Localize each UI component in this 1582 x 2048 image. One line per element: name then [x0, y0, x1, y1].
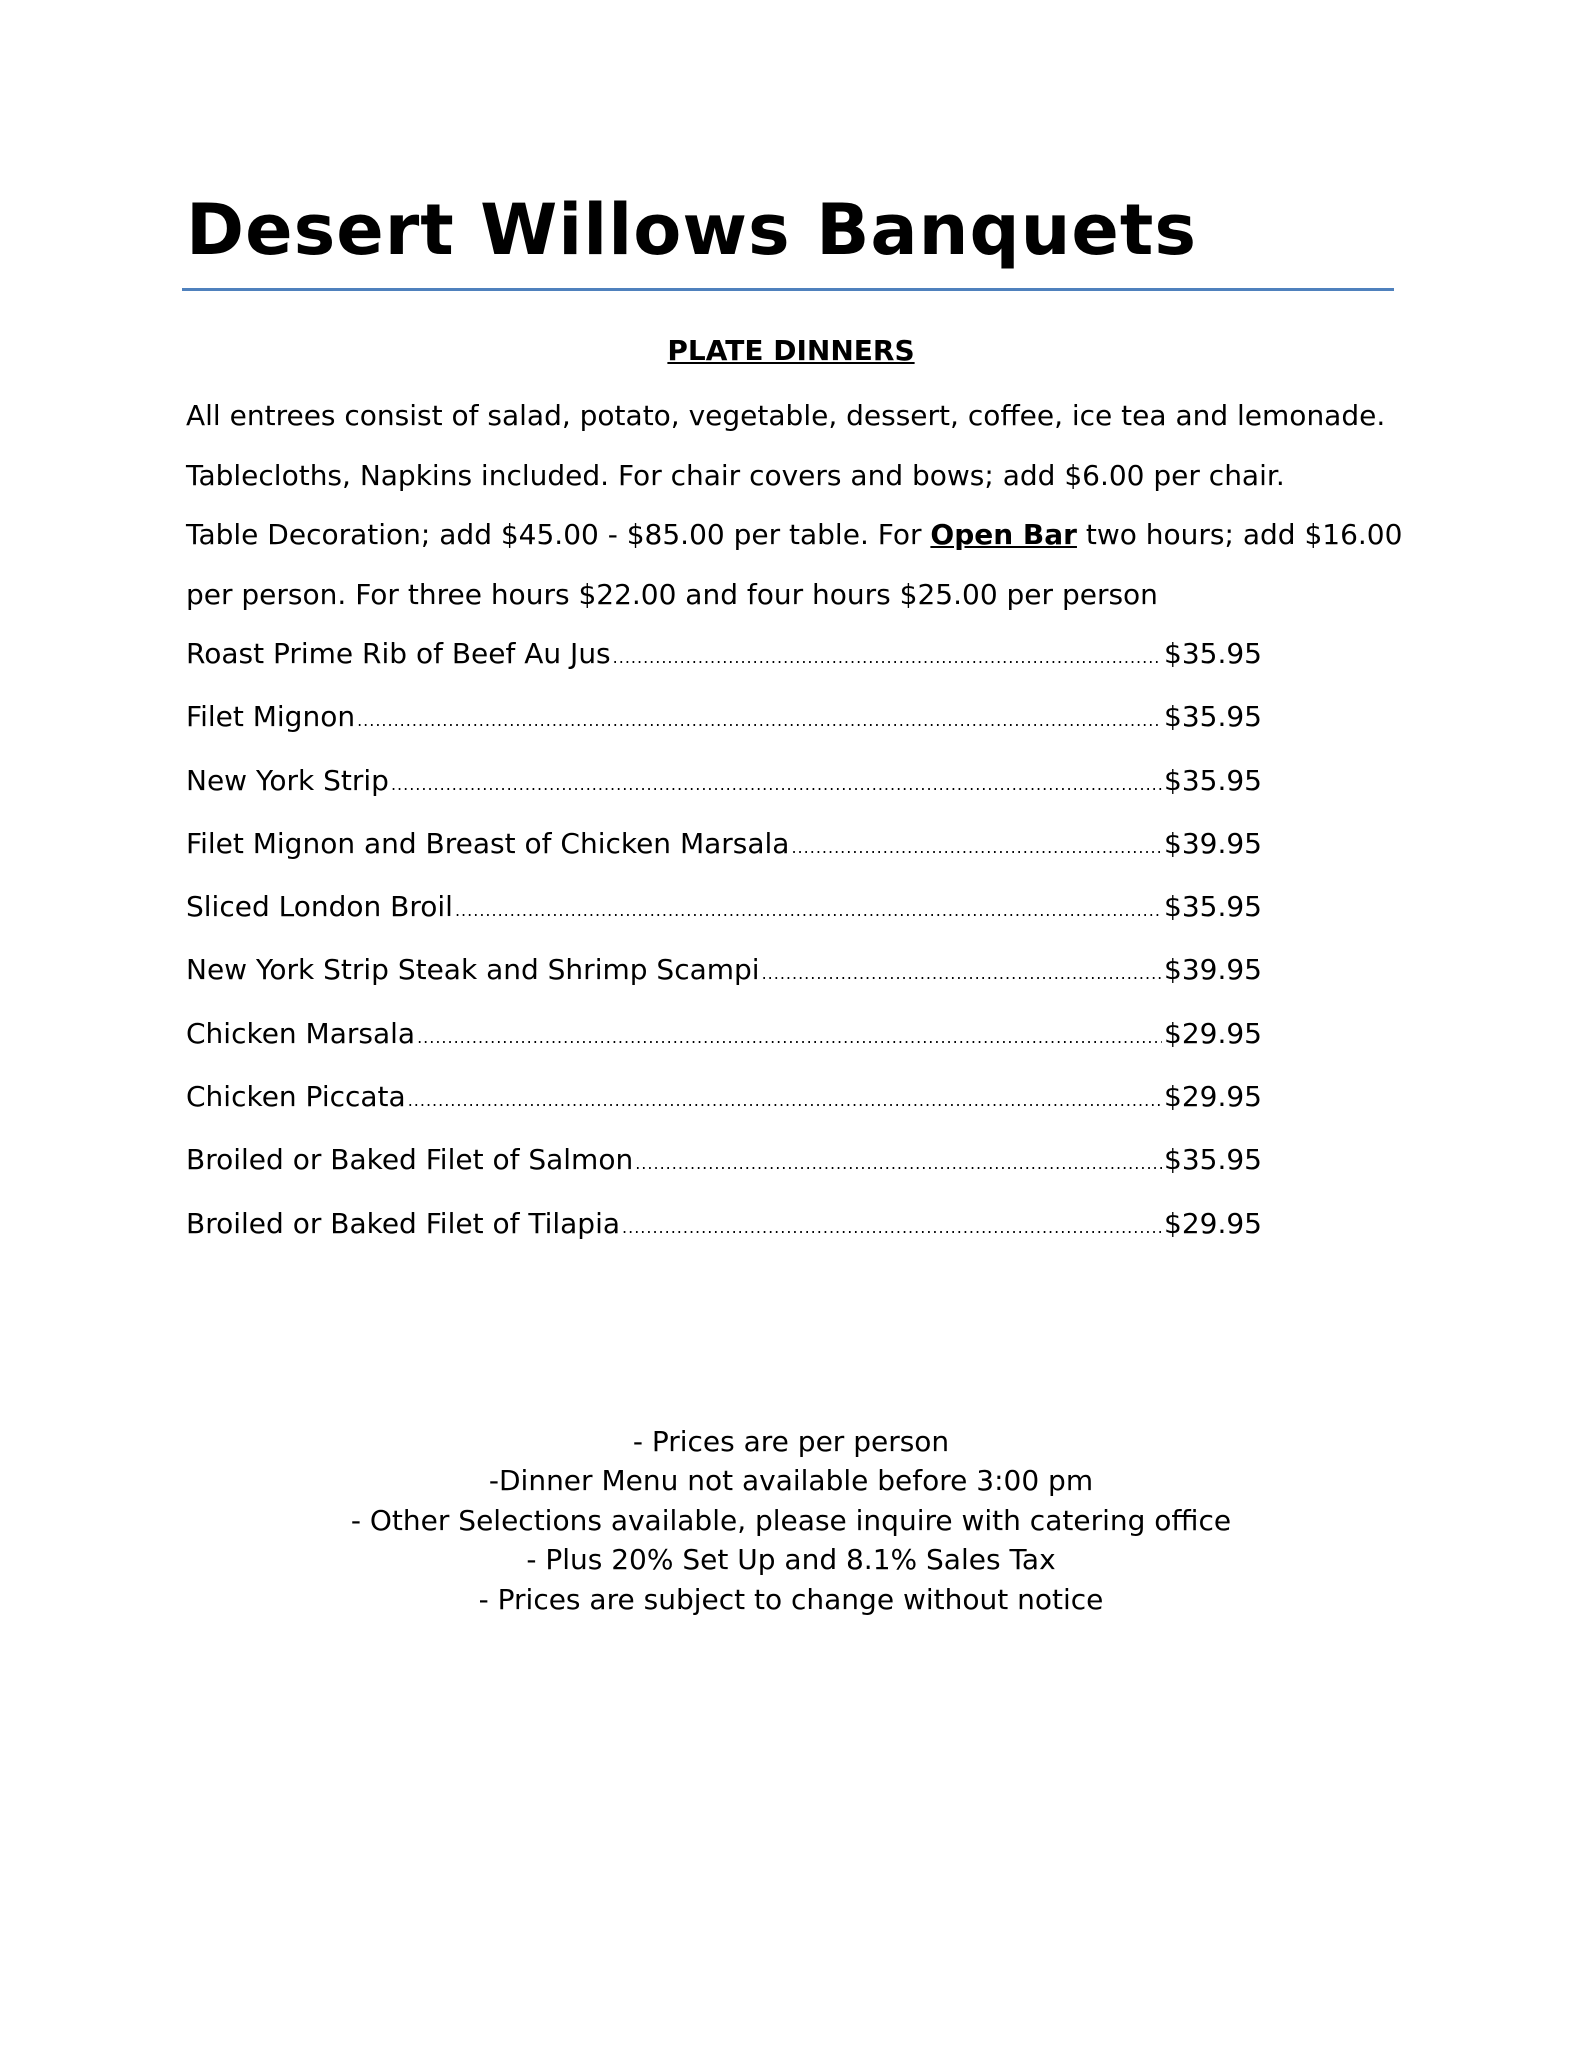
note-dinner-availability: -Dinner Menu not available before 3:00 pm: [488, 1464, 1094, 1498]
menu-item: [186, 687, 1262, 750]
intro-open-bar-price: two hours; add $16.00: [1076, 518, 1403, 551]
intro-text: [186, 386, 1426, 624]
menu-item-name: Broiled or Baked Filet of Salmon: [186, 1143, 634, 1177]
menu-item: [186, 877, 1262, 940]
menu-item-price: $29.95: [1164, 1080, 1262, 1114]
dot-leader: [622, 1198, 1162, 1257]
menu-item: [186, 1004, 1262, 1067]
dot-leader: [613, 628, 1162, 687]
menu-item-price: $39.95: [1164, 953, 1262, 987]
dot-leader: [635, 1134, 1162, 1193]
menu-item-name: Broiled or Baked Filet of Tilapia: [186, 1206, 621, 1240]
intro-line-decoration: [186, 505, 1426, 565]
menu-item: [186, 1194, 1262, 1257]
menu-list: [186, 624, 1262, 1257]
dot-leader: [762, 944, 1162, 1003]
menu-item-name: Roast Prime Rib of Beef Au Jus: [186, 637, 611, 670]
intro-line-tablecloths: Tablecloths, Napkins included. For chair covers and bows; add $6.00 per chair.: [186, 458, 1285, 492]
menu-item-price: $29.95: [1164, 1016, 1262, 1050]
menu-item-price: $35.95: [1164, 890, 1262, 924]
footnotes: [0, 1422, 1582, 1619]
dot-leader: [417, 1008, 1162, 1067]
menu-item: [186, 1067, 1262, 1130]
dot-leader: [391, 755, 1162, 814]
menu-item-price: $29.95: [1164, 1206, 1262, 1240]
menu-item-price: $35.95: [1164, 1143, 1262, 1177]
dot-leader: [455, 881, 1162, 940]
menu-item-price: $39.95: [1164, 826, 1262, 860]
intro-line-entrees: All entrees consist of salad, potato, vegetable, dessert, coffee, ice tea and lemonade.: [186, 399, 1386, 432]
note-price-change: - Prices are subject to change without notice: [478, 1582, 1104, 1616]
menu-item-price: $35.95: [1164, 763, 1262, 797]
menu-item-name: New York Strip: [186, 763, 389, 797]
menu-item: [186, 1130, 1262, 1193]
dot-leader: [357, 691, 1162, 750]
open-bar-label: Open Bar: [930, 518, 1077, 551]
note-other-selections: - Other Selections available, please inquire with catering office: [350, 1503, 1232, 1537]
dot-leader: [791, 818, 1162, 877]
menu-item-price: $35.95: [1164, 637, 1262, 670]
menu-item: [186, 940, 1262, 1003]
menu-item-price: $35.95: [1164, 700, 1262, 734]
page-title: Desert Willows Banquets: [186, 189, 1198, 271]
menu-item-name: Sliced London Broil: [186, 890, 453, 924]
menu-item-name: New York Strip Steak and Shrimp Scampi: [186, 953, 760, 987]
intro-line-bar-hours: per person. For three hours $22.00 and four hours $25.00 per person: [186, 577, 1158, 611]
note-per-person: - Prices are per person: [632, 1425, 950, 1458]
menu-item: [186, 624, 1262, 687]
menu-item-name: Chicken Marsala: [186, 1016, 416, 1050]
note-setup-tax: - Plus 20% Set Up and 8.1% Sales Tax: [526, 1543, 1056, 1577]
menu-item-name: Filet Mignon: [186, 700, 356, 734]
dot-leader: [408, 1071, 1162, 1130]
title-divider: [182, 288, 1394, 291]
menu-item-name: Filet Mignon and Breast of Chicken Marsala: [186, 826, 790, 860]
menu-item: [186, 751, 1262, 814]
section-heading: PLATE DINNERS: [667, 334, 915, 367]
menu-item: [186, 814, 1262, 877]
menu-item-name: Chicken Piccata: [186, 1080, 406, 1114]
intro-decoration-text: Table Decoration; add $45.00 - $85.00 per table. For: [186, 518, 931, 551]
